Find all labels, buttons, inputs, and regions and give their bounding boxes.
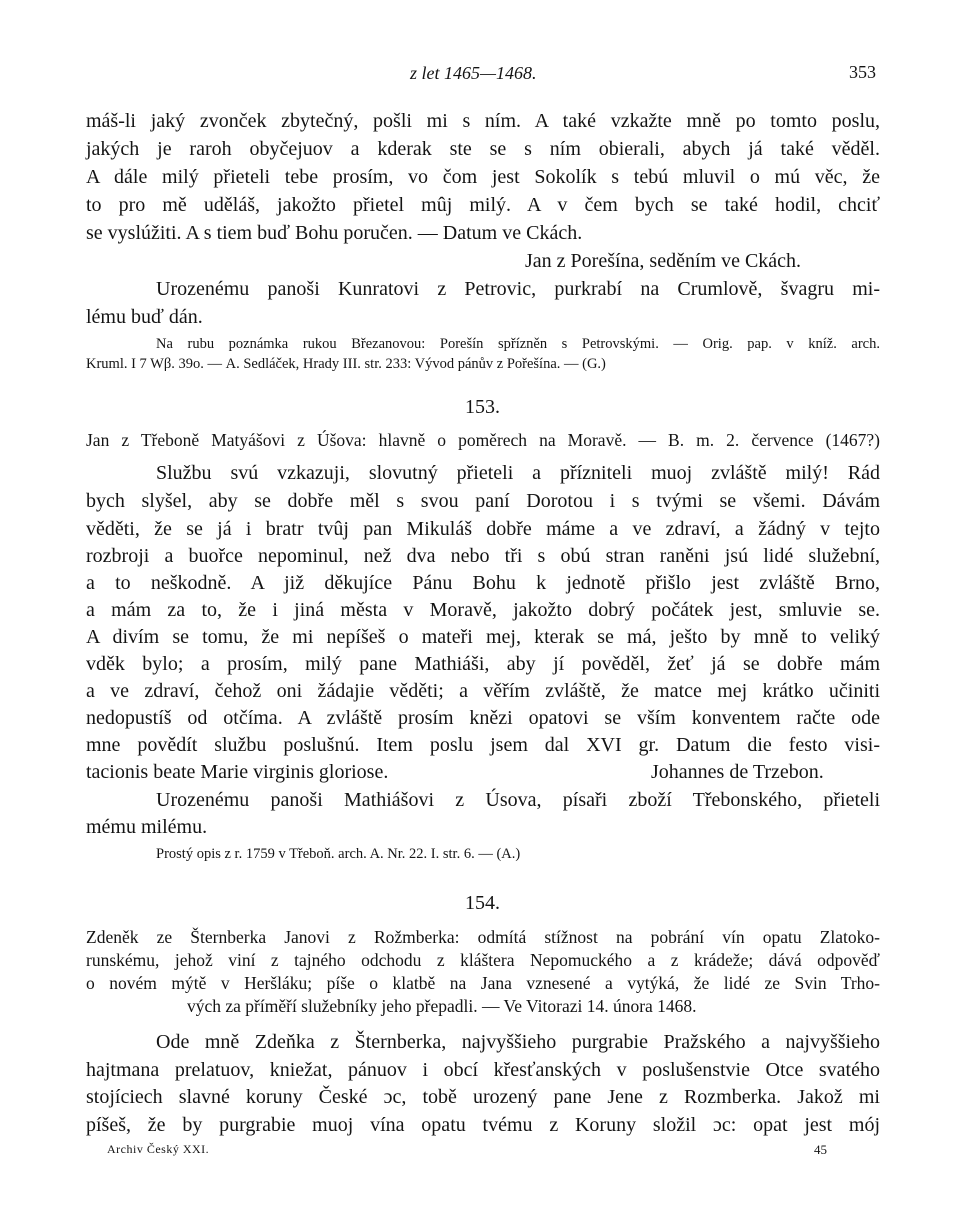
address-line: lému buď dán.	[86, 306, 203, 328]
address-line: Urozenému panoši Mathiášovi z Úsova, písaři zboží Třebonského, přieteli	[156, 789, 880, 811]
paragraph-line: nedopustíš od otčíma. A zvláště prosím knězi opatovi se vším konventem račte ode	[86, 707, 880, 729]
paragraph-line: a ve zdraví, čehož oni žádajie věděti; a věřím zvláště, že matce mej krátko učiniti	[86, 680, 880, 702]
paragraph-line: A dále milý přieteli tebe prosím, vo čom jest Sokolík s tebú mluvil o mú věc, že	[86, 166, 880, 188]
paragraph-line: máš-li jaký zvonček zbytečný, pošli mi s ním. A také vzkažte mně po tomto poslu,	[86, 110, 880, 132]
running-title: z let 1465—1468.	[410, 63, 537, 83]
paragraph-line: bych slyšel, aby se dobře měl s svou paní Dorotou i s tvými se všemi. Dávám	[86, 490, 880, 512]
paragraph-line: tacionis beate Marie virginis gloriose.	[86, 761, 389, 783]
paragraph-line: Ode mně Zdeňka z Šternberka, najvyššieho purgrabie Pražského a najvyššieho	[156, 1031, 880, 1053]
paragraph-line: A divím se tomu, že mi nepíšeš o mateři mej, kterak se má, ješto by mně to veliký	[86, 626, 880, 648]
document-heading: o novém mýtě v Heršláku; píše o klatbě na Jana vznesené a vytýká, že lidé ze Svin Trho-	[86, 973, 880, 993]
letter-signature: Johannes de Trzebon.	[651, 761, 824, 783]
address-line: Urozenému panoši Kunratovi z Petrovic, purkrabí na Crumlově, švagru mi-	[156, 278, 880, 300]
document-number: 153.	[465, 396, 500, 418]
paragraph-line: rozbroji a buořce nepominul, než dva nebo tři s obú stran raněni jsú lidé služební,	[86, 545, 880, 567]
paragraph-line: hajtmana prelatuov, kniežat, pánuov i obcí křesťanských v poslušenstvie Otce svatého	[86, 1059, 880, 1081]
paragraph-line: to pro mě uděláš, jakožto přietel mûj milý. A v čem bych se také hodil, chciť	[86, 194, 880, 216]
page-number: 353	[849, 62, 876, 82]
paragraph-line: mne povědít službu poslušnú. Item poslu jsem dal XVI gr. Datum die festo visi-	[86, 734, 880, 756]
paragraph-line: píšeš, že by purgrabie muoj vína opatu tvému z Koruny složil ɔc: opat jest mój	[86, 1114, 880, 1136]
document-number: 154.	[465, 892, 500, 914]
document-heading: Zdeněk ze Šternberka Janovi z Rožmberka: odmítá stížnost na pobrání vín opatu Zlatoko-	[86, 927, 880, 947]
letter-signature: Jan z Porešína, seděním ve Ckách.	[525, 250, 802, 272]
address-line: mému milému.	[86, 816, 208, 838]
paragraph-line: a mám za to, že i jiná města v Moravě, jakožto dobrý počátek jest, smluvie se.	[86, 599, 880, 621]
paragraph-line: a to neškodně. A již děkujíce Pánu Bohu k jednotě přišlo jest zvláště Brno,	[86, 572, 880, 594]
source-note-line: Na rubu poznámka rukou Březanovou: Porešín spřízněn s Petrovskými. — Orig. pap. v kníž. arch.	[156, 336, 880, 352]
source-note-line: Kruml. I 7 Wβ. 39ο. — A. Sedláček, Hrady III. str. 233: Vývod pánův z Pořešína. — (G.)	[86, 356, 606, 372]
document-heading: vých za příměří služebníky jeho přepadli. — Ve Vitorazi 14. února 1468.	[187, 996, 697, 1016]
paragraph-line: vděk bylo; a prosím, milý pane Mathiáši, aby jí pověděl, žeť já se dobře mám	[86, 653, 880, 675]
sheet-number: 45	[814, 1142, 827, 1157]
document-heading: runskému, jehož viní z tajného odchodu z kláštera Nepomuckého a z krádeže; dává odpověď	[86, 950, 880, 970]
paragraph-line: věděti, že se já i bratr tvûj pan Mikuláš dobře máme a ve zdraví, a žádný v tejto	[86, 518, 880, 540]
document-heading: Jan z Třeboně Matyášovi z Úšova: hlavně o poměrech na Moravě. — B. m. 2. července (1467?)	[86, 430, 880, 450]
paragraph-line: Službu svú vzkazuji, slovutný přieteli a přízniteli muoj zvláště milý! Rád	[156, 462, 880, 484]
signature-mark: Archiv Český XXI.	[107, 1142, 210, 1156]
source-note-line: Prostý opis z r. 1759 v Třeboň. arch. A. Nr. 22. I. str. 6. — (A.)	[156, 846, 521, 862]
paragraph-line: se vyslúžiti. A s tiem buď Bohu poručen. — Datum ve Ckách.	[86, 222, 583, 244]
paragraph-line: jakých je raroh obyčejuov a kderak ste se s ním obierali, abych já také věděl.	[86, 138, 880, 160]
paragraph-line: stojíciech slavné koruny České ɔc, tobě urozený pane Jene z Rozmberka. Jakož mi	[86, 1086, 880, 1108]
